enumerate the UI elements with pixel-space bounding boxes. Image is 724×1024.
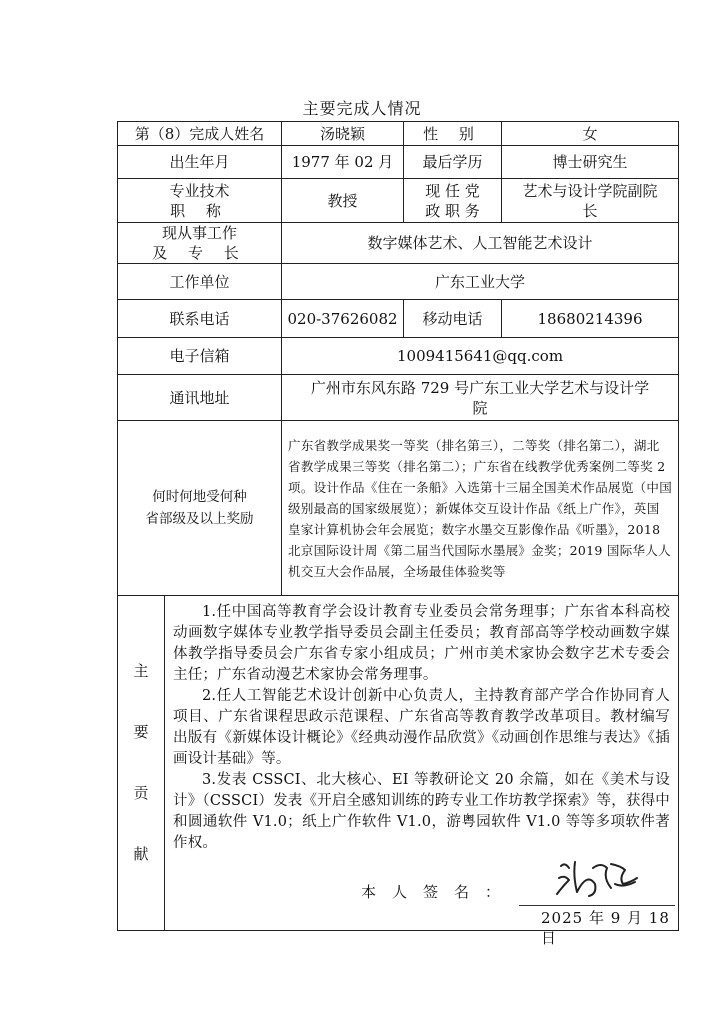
unit-label: 工作单位 bbox=[118, 264, 282, 300]
row-contributions bbox=[118, 596, 679, 931]
degree-value: 博士研究生 bbox=[502, 146, 679, 179]
row-work bbox=[118, 223, 679, 264]
signature-label: 本人签名： bbox=[361, 883, 517, 901]
row-unit bbox=[118, 264, 679, 300]
row-address bbox=[118, 375, 679, 421]
address-line-1: 广州市东风东路 729 号广东工业大学艺术与设计学 bbox=[310, 378, 650, 397]
phone-value: 020-37626082 bbox=[282, 300, 404, 338]
birth-value: 1977 年 02 月 bbox=[282, 146, 404, 179]
address-value bbox=[282, 375, 679, 421]
contributions-content bbox=[165, 596, 679, 947]
title-label bbox=[118, 179, 282, 223]
name-label: 第（8）完成人姓名 bbox=[118, 122, 282, 146]
handwritten-signature bbox=[553, 854, 643, 900]
title-label-line-1: 专业技术 bbox=[169, 181, 230, 200]
mobile-label: 移动电话 bbox=[404, 300, 502, 338]
signature-line bbox=[519, 905, 675, 906]
signature-date: 2025 年 9 月 18 日 bbox=[541, 909, 670, 947]
phone-label: 联系电话 bbox=[118, 300, 282, 338]
row-email bbox=[118, 338, 679, 375]
row-awards bbox=[118, 421, 679, 596]
name-value: 汤晓颖 bbox=[282, 122, 404, 146]
work-label-line-2: 及 专 长 bbox=[152, 244, 247, 262]
degree-label: 最后学历 bbox=[404, 146, 502, 179]
row-name bbox=[118, 122, 679, 146]
address-label: 通讯地址 bbox=[118, 375, 282, 421]
contribution-paragraph: 2.任人工智能艺术设计创新中心负责人，主持教育部产学合作协同育人项目、广东省课程思政示范课程、广东省高等教育教学改革项目。教材编写出版有《新媒体设计概论》《经典动漫作品欣赏》《动画创作思维与表达》《插画设计基础》等。 bbox=[173, 688, 671, 767]
work-value: 数字媒体艺术、人工智能艺术设计 bbox=[282, 223, 679, 264]
awards-label-line-1: 何时何地受何种 bbox=[152, 489, 247, 505]
title-value: 教授 bbox=[282, 179, 404, 223]
contributions-label-char: 献 bbox=[133, 845, 149, 863]
unit-value: 广东工业大学 bbox=[282, 264, 679, 300]
email-label: 电子信箱 bbox=[118, 338, 282, 375]
mobile-value: 18680214396 bbox=[502, 300, 679, 338]
address-line-2: 院 bbox=[472, 398, 488, 417]
post-value bbox=[502, 179, 679, 223]
gender-value: 女 bbox=[502, 122, 679, 146]
post-value-line-2: 长 bbox=[582, 201, 598, 220]
row-phone bbox=[118, 300, 679, 338]
signature-block bbox=[173, 860, 670, 947]
contributions-label-char: 贡 bbox=[133, 784, 149, 802]
post-value-line-1: 艺术与设计学院副院 bbox=[522, 181, 658, 200]
work-label bbox=[118, 223, 282, 264]
work-label-line-1: 现从事工作 bbox=[162, 224, 238, 242]
post-label bbox=[404, 179, 502, 223]
post-label-line-2: 政 职 务 bbox=[425, 201, 480, 220]
awards-text: 广东省教学成果奖一等奖（排名第三），二等奖（排名第二），湖北省教学成果三等奖（排名第二）；广东省在线教学优秀案例二等奖 2 项。设计作品《住在一条船》入选第十三届全国美术作品展览（中国级别最高的国家级展览）；新媒体交互设计作品《纸上广作》，英国皇家计算机协会年会展览；数字水墨交互影像作品《听墨》，2018 北京国际设计周《第二届当代国际水墨展》金奖；2019 国际华人人机交互大会作品展，全场最佳体验奖等 bbox=[282, 421, 679, 596]
row-title bbox=[118, 179, 679, 223]
contributions-label bbox=[118, 596, 165, 931]
title-label-line-2: 职 称 bbox=[170, 201, 229, 220]
email-value: 1009415641@qq.com bbox=[282, 338, 679, 375]
row-birth bbox=[118, 146, 679, 179]
personnel-info-table bbox=[117, 121, 679, 947]
gender-label: 性 别 bbox=[404, 122, 502, 146]
awards-label-line-2: 省部级及以上奖励 bbox=[145, 511, 254, 527]
contribution-paragraph: 3.发表 CSSCI、北大核心、EI 等教研论文 20 余篇，如在《美术与设计》（CSSCI）发表《开启全感知训练的跨专业工作坊教学探索》等，获得中和圆通软件 V1.0；纸上广作软件 V1.0，游粤园软件 V1.0 等等多项软件著作权。 bbox=[173, 772, 671, 851]
contributions-label-char: 主 bbox=[133, 662, 149, 680]
contribution-paragraph: 1.任中国高等教育学会设计教育专业委员会常务理事；广东省本科高校动画数字媒体专业教学指导委员会副主任委员；教育部高等学校动画数字媒体教学指导委员会广东省专家小组成员；广州市美术家协会数字艺术专委会主任；广东省动漫艺术家协会常务理事。 bbox=[173, 604, 671, 683]
birth-label: 出生年月 bbox=[118, 146, 282, 179]
page-title: 主要完成人情况 bbox=[302, 99, 422, 118]
post-label-line-1: 现 任 党 bbox=[425, 181, 480, 200]
awards-label bbox=[118, 421, 282, 596]
contributions-label-char: 要 bbox=[133, 723, 149, 741]
